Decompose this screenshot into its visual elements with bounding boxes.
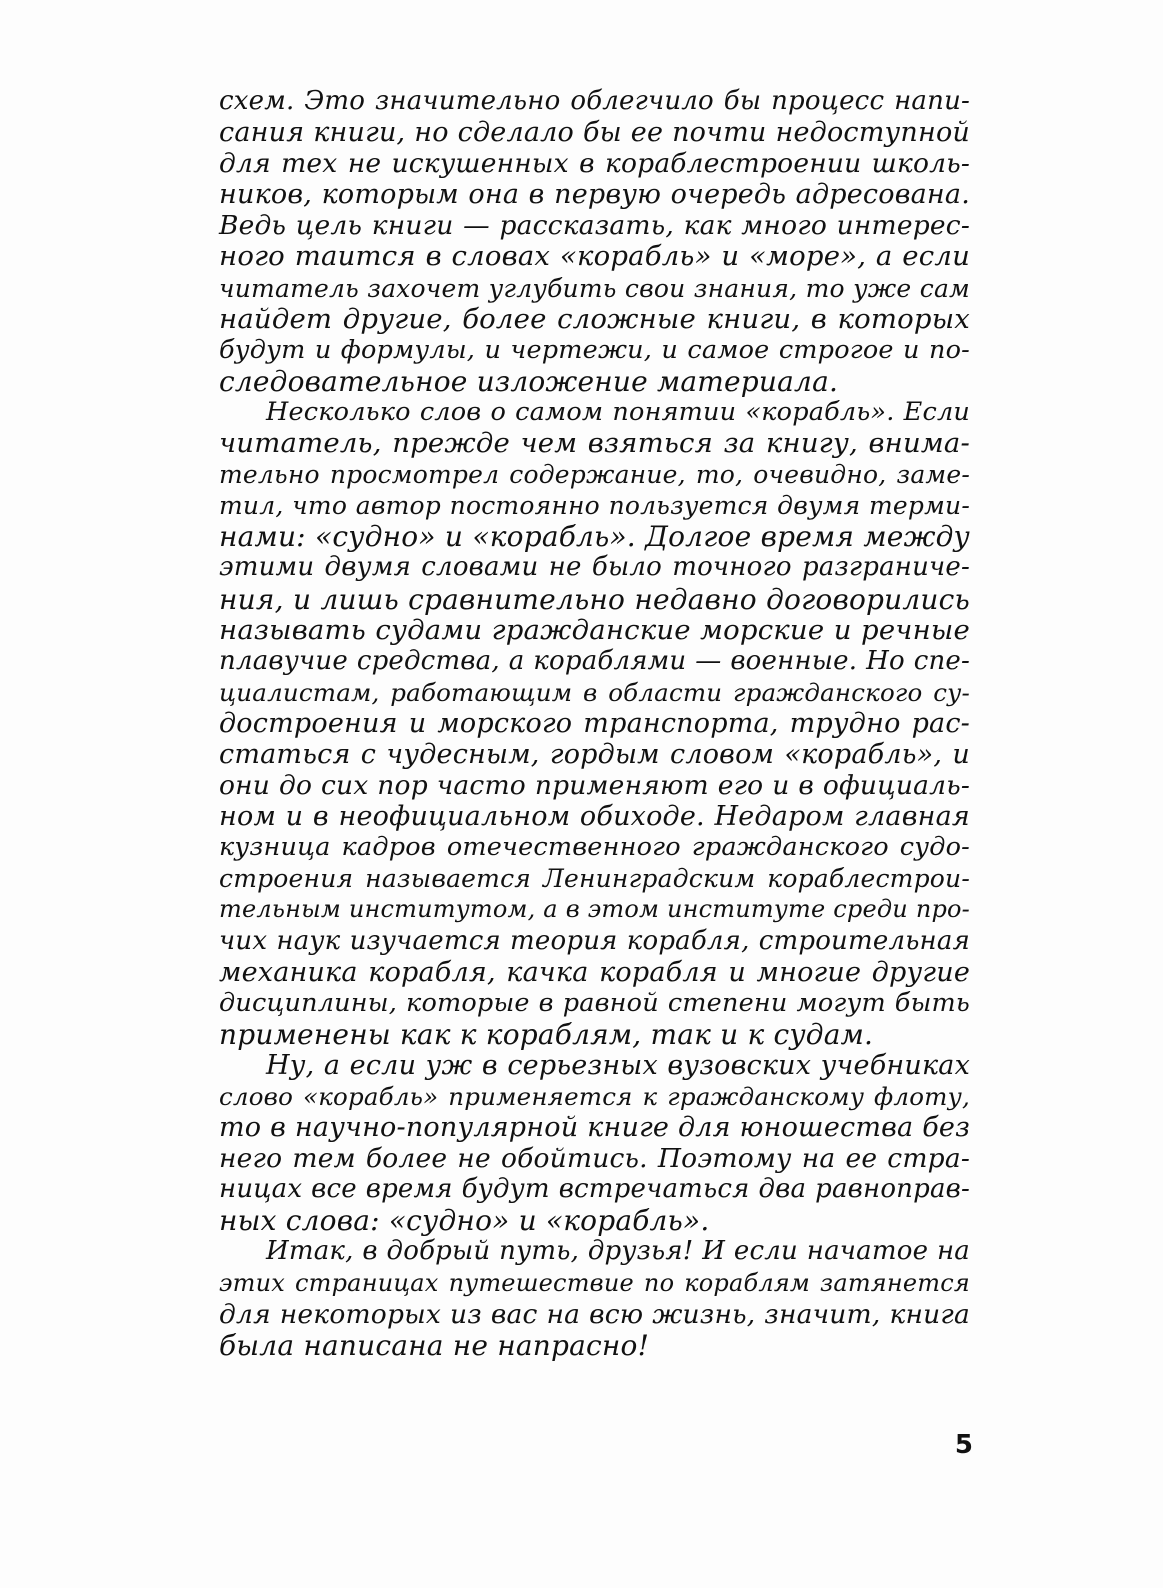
text-line: него тем более не обойтись. Поэтому на ее стра-: [219, 1143, 970, 1175]
text-line: была написана не напрасно!: [219, 1328, 650, 1362]
text-line: механика корабля, качка корабля и многие другие: [219, 956, 970, 988]
text-line: статься с чудесным, гордым словом «корабль», и: [219, 738, 970, 770]
text-line: схем. Это значительно облегчило бы процесс напи-: [219, 86, 970, 116]
text-line: этих страницах путешествие по кораблям затянется: [219, 1268, 970, 1297]
text-line: слово «корабль» применяется к гражданскому флоту,: [219, 1082, 970, 1111]
text-line: они до сих пор часто применяют его и в официаль-: [219, 770, 970, 802]
text-line: нами: «судно» и «корабль». Долгое время между: [219, 520, 970, 554]
text-line: циалистам, работающим в области гражданского су-: [219, 677, 970, 707]
text-line: Ну, а если уж в серьезных вузовских учебниках: [266, 1049, 970, 1081]
text-line: будут и формулы, и чертежи, и самое строгое и по-: [219, 334, 970, 365]
text-line: сания книги, но сделало бы ее почти недоступной: [219, 117, 970, 149]
text-line: следовательное изложение материала.: [219, 364, 839, 398]
text-line: читатель захочет углубить свои знания, то уже сам: [219, 273, 970, 303]
text-line: то в научно-популярной книге для юношества без: [219, 1112, 970, 1144]
text-line: ников, которым она в первую очередь адресована.: [219, 179, 970, 211]
text-line: чих наук изучается теория корабля, строительная: [219, 925, 970, 956]
page-number: 5: [954, 1430, 973, 1460]
paragraph-1: [219, 86, 970, 397]
text-line: для тех не искушенных в кораблестроении школь-: [219, 148, 970, 180]
text-line: ном и в неофициальном обиходе. Недаром главная: [219, 801, 970, 833]
text-line: тельно просмотрел содержание, то, очевидно, заме-: [219, 460, 970, 490]
text-line: кузница кадров отечественного гражданского судо-: [219, 832, 970, 863]
text-line: ния, и лишь сравнительно недавно договорились: [219, 582, 970, 616]
text-line: тельным институтом, а в этом институте среди про-: [219, 895, 970, 924]
text-line: ных слова: «судно» и «корабль».: [219, 1204, 710, 1238]
text-line: строения называется Ленинградским кораблестрои-: [219, 864, 970, 894]
text-line: Итак, в добрый путь, друзья! И если начатое на: [266, 1236, 970, 1267]
text-line: плавучие средства, а кораблями — военные. Но спе-: [219, 645, 970, 676]
text-line: тил, что автор постоянно пользуется двумя терми-: [219, 491, 970, 521]
paragraph-2: [219, 397, 970, 1050]
text-line: Несколько слов о самом понятии «корабль». Если: [266, 396, 970, 427]
text-line: называть судами гражданские морские и речные: [219, 613, 970, 646]
text-line: достроения и морского транспорта, трудно рас-: [219, 707, 970, 739]
text-line: применены как к кораблям, так и к судам.: [219, 1017, 874, 1051]
text-line: Ведь цель книги — рассказать, как много интерес-: [219, 210, 970, 242]
text-line: ницах все время будут встречаться два равноправ-: [219, 1174, 970, 1205]
text-line: для некоторых из вас на всю жизнь, значит, книга: [219, 1298, 970, 1330]
body-text: [219, 86, 970, 1361]
paragraph-3: [219, 1050, 970, 1237]
text-line: этими двумя словами не было точного разграниче-: [219, 552, 970, 583]
text-line: ного таится в словах «корабль» и «море», а если: [219, 240, 970, 273]
text-line: читатель, прежде чем взяться за книгу, внима-: [219, 427, 970, 460]
text-line: найдет другие, более сложные книги, в которых: [219, 302, 970, 335]
text-line: дисциплины, которые в равной степени могут быть: [219, 987, 970, 1018]
paragraph-4: [219, 1236, 970, 1360]
